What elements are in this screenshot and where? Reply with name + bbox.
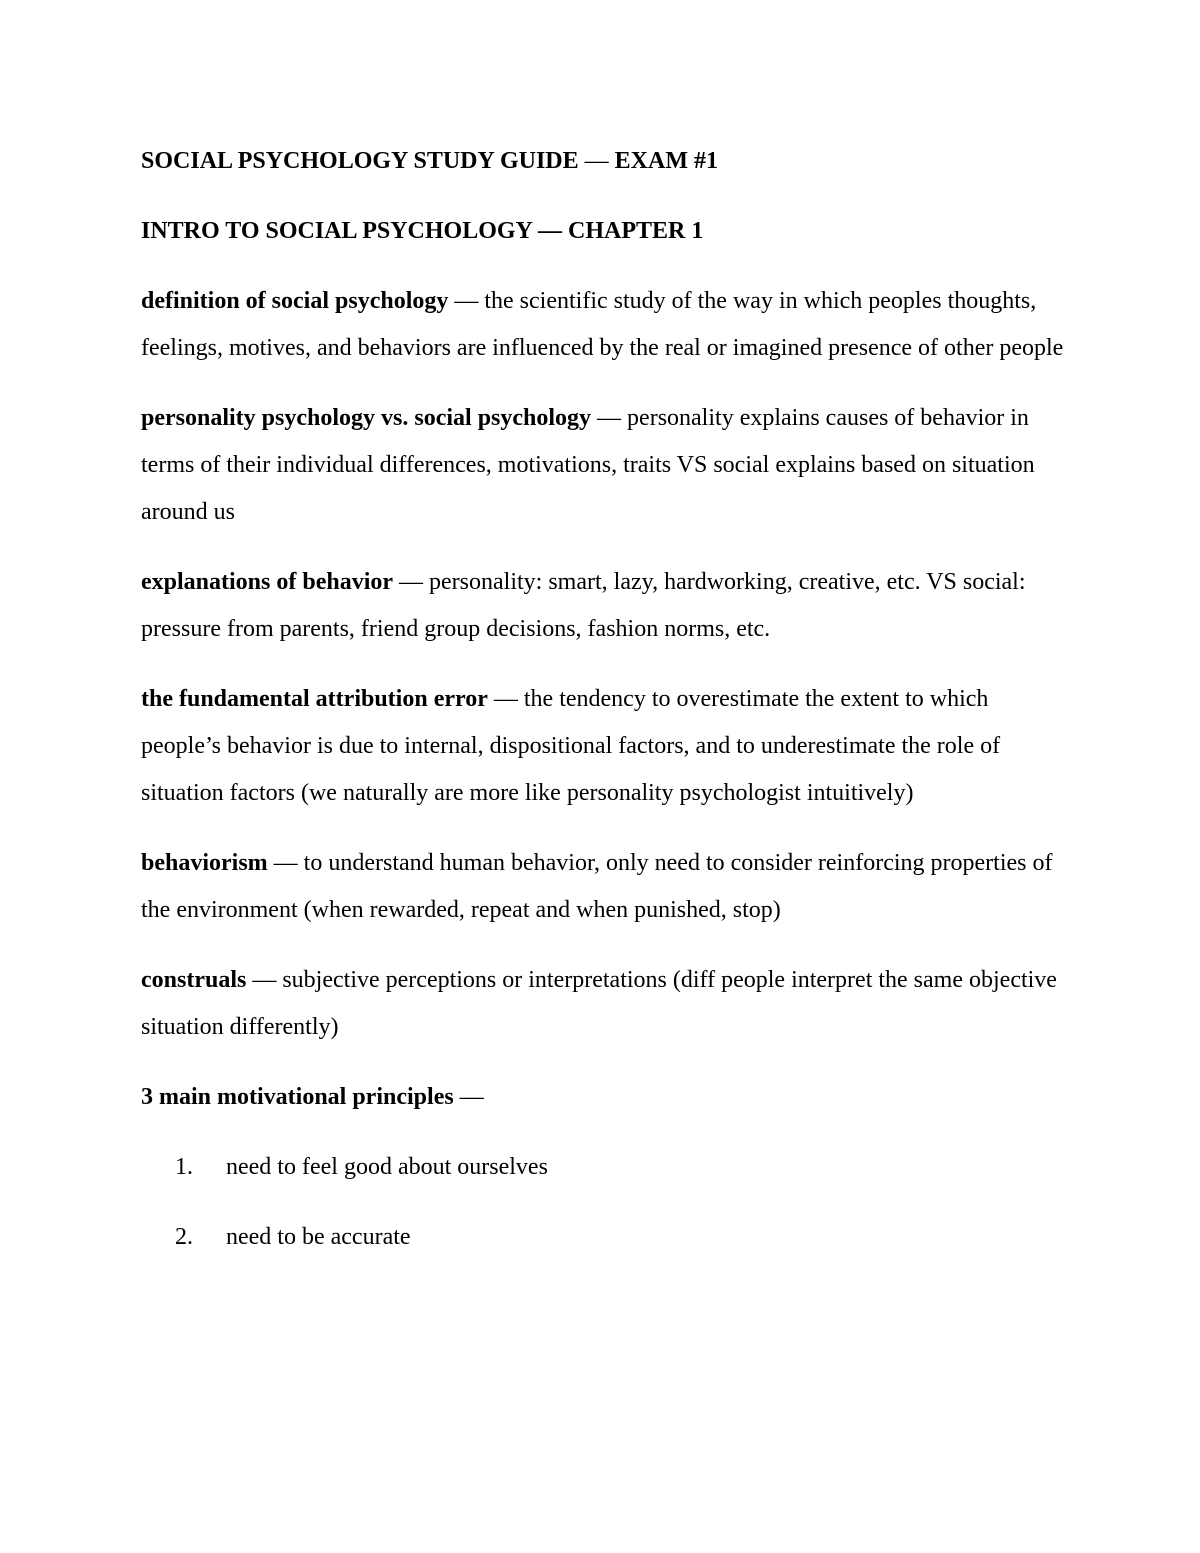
list-number: 2.: [175, 1224, 193, 1250]
entry-explanations-of-behavior: [141, 559, 1071, 653]
entry-fundamental-attribution-error: [141, 676, 1071, 817]
entry-construals: [141, 957, 1071, 1051]
entry-separator: —: [591, 405, 628, 431]
entry-definition: the tendency to overestimate the extent to which people’s behavior is due to internal, dispositional factors, and to underestimate the role of situation factors (we naturally are more like personality psychologist intuitively): [141, 686, 1001, 806]
entry-term: explanations of behavior: [141, 569, 394, 595]
list-item: [141, 1144, 1071, 1191]
list-number: 1.: [175, 1154, 193, 1180]
entry-definition: subjective perceptions or interpretations (diff people interpret the same objective situation differently): [141, 967, 1057, 1040]
entry-behaviorism: [141, 840, 1071, 934]
entry-definition: personality: smart, lazy, hardworking, creative, etc. VS social: pressure from parents, friend group decisions, fashion norms, etc.: [141, 569, 1026, 642]
list-item: [141, 1214, 1071, 1261]
chapter-heading: INTRO TO SOCIAL PSYCHOLOGY — CHAPTER 1: [141, 218, 704, 244]
entry-separator: —: [453, 1084, 484, 1110]
document-title: [141, 138, 1071, 185]
entry-term: behaviorism: [141, 850, 268, 876]
entry-definition: personality explains causes of behavior in terms of their individual differences, motivations, traits VS social explains based on situation around us: [141, 405, 1035, 525]
entry-separator: —: [246, 967, 283, 993]
entry-definition: to understand human behavior, only need to consider reinforcing properties of the environment (when rewarded, repeat and when punished, stop): [141, 850, 1053, 923]
entry-separator: —: [448, 288, 485, 314]
document-title-main: SOCIAL PSYCHOLOGY STUDY GUIDE: [141, 148, 579, 174]
entry-term: construals: [141, 967, 247, 993]
entry-term: definition of social psychology: [141, 288, 449, 314]
entry-term: personality psychology vs. social psychology: [141, 405, 592, 431]
document-title-exam: EXAM #1: [614, 148, 718, 174]
entry-personality-vs-social: [141, 395, 1071, 536]
list-text: need to feel good about ourselves: [226, 1154, 548, 1180]
entry-motivational-principles: [141, 1074, 1071, 1121]
entry-definition-social-psychology: [141, 278, 1071, 372]
document-body: [141, 138, 1071, 1284]
entry-separator: —: [267, 850, 304, 876]
document-title-separator: —: [578, 148, 615, 174]
entry-separator: —: [487, 686, 524, 712]
entry-term: 3 main motivational principles: [141, 1084, 454, 1110]
list-text: need to be accurate: [226, 1224, 411, 1250]
entry-term: the fundamental attribution error: [141, 686, 488, 712]
entry-definition: the scientific study of the way in which peoples thoughts, feelings, motives, and behaviors are influenced by the real or imagined presence of other people: [141, 288, 1064, 361]
principles-list: [141, 1144, 1071, 1261]
entry-separator: —: [393, 569, 430, 595]
